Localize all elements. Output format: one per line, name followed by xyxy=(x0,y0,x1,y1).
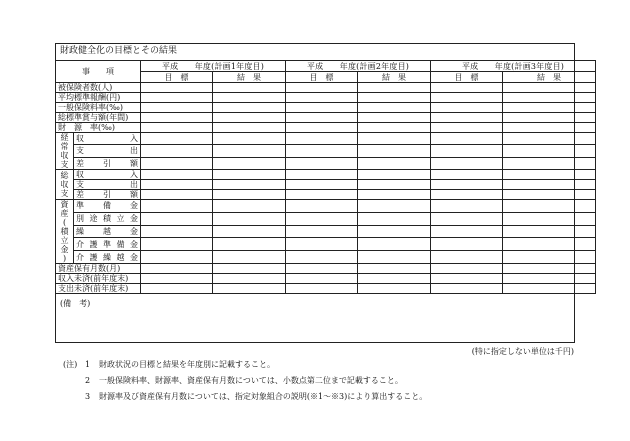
row-label: 平均標準報酬(円) xyxy=(56,93,141,103)
entry-cell xyxy=(213,103,286,113)
entry-cell xyxy=(213,251,286,264)
entry-cell xyxy=(358,123,431,133)
row-label: 支出未済(前年度末) xyxy=(56,284,141,294)
entry-cell xyxy=(503,123,596,133)
entry-cell xyxy=(503,238,596,251)
entry-cell xyxy=(213,190,286,200)
entry-cell xyxy=(431,113,503,123)
table-row xyxy=(56,170,596,180)
entry-cell xyxy=(431,238,503,251)
row-label: 差 引 額 xyxy=(74,157,141,169)
entry-cell xyxy=(503,264,596,274)
result-header: 結 果 xyxy=(503,72,596,83)
entry-cell xyxy=(286,284,358,294)
entry-cell xyxy=(358,238,431,251)
entry-cell xyxy=(213,225,286,238)
entry-cell xyxy=(141,238,213,251)
entry-cell xyxy=(503,180,596,190)
entry-cell xyxy=(213,238,286,251)
row-label: 繰 越 金 xyxy=(74,225,141,238)
row-label: 一般保険料率(‰) xyxy=(56,103,141,113)
entry-cell xyxy=(431,284,503,294)
unit-note: (特に指定しない単位は千円) xyxy=(471,347,574,356)
entry-cell xyxy=(503,284,596,294)
entry-cell xyxy=(431,212,503,225)
entry-cell xyxy=(213,113,286,123)
row-label: 財 源 率(‰) xyxy=(56,123,141,133)
table-row xyxy=(56,180,596,190)
target-header: 目 標 xyxy=(431,72,503,83)
entry-cell xyxy=(286,133,358,145)
entry-cell xyxy=(503,251,596,264)
row-label: 差 引 額 xyxy=(74,190,141,200)
row-label: 支 出 xyxy=(74,145,141,157)
entry-cell xyxy=(431,145,503,157)
table-row xyxy=(56,284,596,294)
plan-year-3-header: 平成 年度(計画3年度目) xyxy=(431,61,596,72)
entry-cell xyxy=(358,190,431,200)
table-row xyxy=(56,145,596,157)
entry-cell xyxy=(358,133,431,145)
row-label: 介護繰越金 xyxy=(74,251,141,264)
notes-label: (注) xyxy=(63,360,78,369)
entry-cell xyxy=(503,274,596,284)
entry-cell xyxy=(431,170,503,180)
entry-cell xyxy=(141,145,213,157)
row-label: 準 備 金 xyxy=(74,200,141,213)
entry-cell xyxy=(286,225,358,238)
row-label: 資産保有月数(月) xyxy=(56,264,141,274)
entry-cell xyxy=(431,83,503,93)
entry-cell xyxy=(286,212,358,225)
note-item xyxy=(63,373,427,389)
entry-cell xyxy=(503,225,596,238)
entry-cell xyxy=(141,200,213,213)
entry-cell xyxy=(431,180,503,190)
assets-group-label: 資 産 ( 積 立 金 ) xyxy=(56,200,74,264)
entry-cell xyxy=(503,200,596,213)
entry-cell xyxy=(358,200,431,213)
entry-cell xyxy=(141,212,213,225)
note-item xyxy=(63,389,427,405)
entry-cell xyxy=(358,113,431,123)
note-item xyxy=(63,357,427,373)
row-label: 介護準備金 xyxy=(74,238,141,251)
note-number: 3 xyxy=(85,392,91,401)
entry-cell xyxy=(213,284,286,294)
entry-cell xyxy=(286,251,358,264)
remarks-label: (備 考) xyxy=(60,299,91,308)
row-label: 収 入 xyxy=(74,170,141,180)
entry-cell xyxy=(213,274,286,284)
table-row xyxy=(56,264,596,274)
entry-cell xyxy=(286,200,358,213)
entry-cell xyxy=(358,93,431,103)
table-row xyxy=(56,93,596,103)
table-row xyxy=(56,212,596,225)
entry-cell xyxy=(358,284,431,294)
entry-cell xyxy=(358,264,431,274)
entry-cell xyxy=(213,93,286,103)
table-row xyxy=(56,190,596,200)
plan-year-1-header: 平成 年度(計画1年度目) xyxy=(141,61,286,72)
entry-cell xyxy=(213,264,286,274)
entry-cell xyxy=(141,83,213,93)
table-row xyxy=(56,103,596,113)
row-label: 別途積立金 xyxy=(74,212,141,225)
entry-cell xyxy=(358,212,431,225)
entry-cell xyxy=(286,93,358,103)
entry-cell xyxy=(431,264,503,274)
entry-cell xyxy=(358,251,431,264)
entry-cell xyxy=(358,274,431,284)
entry-cell xyxy=(286,170,358,180)
entry-cell xyxy=(431,103,503,113)
table-row xyxy=(56,157,596,169)
row-label: 収入未済(前年度末) xyxy=(56,274,141,284)
entry-cell xyxy=(431,200,503,213)
note-text: 財政状況の目標と結果を年度別に記載すること。 xyxy=(99,360,275,369)
entry-cell xyxy=(286,145,358,157)
entry-cell xyxy=(358,225,431,238)
entry-cell xyxy=(213,200,286,213)
entry-cell xyxy=(358,180,431,190)
entry-cell xyxy=(286,264,358,274)
plan-year-2-header: 平成 年度(計画2年度目) xyxy=(286,61,431,72)
table-row xyxy=(56,200,596,213)
entry-cell xyxy=(213,145,286,157)
fiscal-table xyxy=(55,60,596,294)
entry-cell xyxy=(286,113,358,123)
table-row xyxy=(56,274,596,284)
entry-cell xyxy=(286,190,358,200)
target-header: 目 標 xyxy=(286,72,358,83)
entry-cell xyxy=(431,274,503,284)
entry-cell xyxy=(431,251,503,264)
form-title: 財政健全化の目標とその結果 xyxy=(60,46,178,56)
remarks-box xyxy=(55,296,575,343)
note-number: 1 xyxy=(85,360,91,369)
entry-cell xyxy=(141,274,213,284)
entry-cell xyxy=(141,180,213,190)
entry-cell xyxy=(286,238,358,251)
entry-cell xyxy=(141,123,213,133)
notes-section xyxy=(63,357,427,405)
note-text: 一般保険料率、財源率、資産保有月数については、小数点第二位まで記載すること。 xyxy=(99,376,403,385)
entry-cell xyxy=(286,274,358,284)
entry-cell xyxy=(141,170,213,180)
entry-cell xyxy=(141,93,213,103)
entry-cell xyxy=(141,157,213,169)
entry-cell xyxy=(213,170,286,180)
row-label: 総標準賞与額(年間) xyxy=(56,113,141,123)
entry-cell xyxy=(141,251,213,264)
entry-cell xyxy=(431,190,503,200)
ordinary-balance-group-label: 経 常 収 支 xyxy=(56,133,74,170)
entry-cell xyxy=(431,123,503,133)
table-row xyxy=(56,225,596,238)
entry-cell xyxy=(503,145,596,157)
table-row xyxy=(56,251,596,264)
result-header: 結 果 xyxy=(358,72,431,83)
entry-cell xyxy=(431,133,503,145)
entry-cell xyxy=(431,157,503,169)
row-label: 被保険者数(人) xyxy=(56,83,141,93)
entry-cell xyxy=(503,170,596,180)
entry-cell xyxy=(213,83,286,93)
entry-cell xyxy=(503,133,596,145)
entry-cell xyxy=(503,83,596,93)
entry-cell xyxy=(213,133,286,145)
row-label: 収 入 xyxy=(74,133,141,145)
entry-cell xyxy=(213,212,286,225)
table-row xyxy=(56,83,596,93)
entry-cell xyxy=(141,190,213,200)
row-label: 支 出 xyxy=(74,180,141,190)
total-balance-group-label: 総 収 支 xyxy=(56,170,74,200)
entry-cell xyxy=(141,113,213,123)
entry-cell xyxy=(503,113,596,123)
table-row xyxy=(56,123,596,133)
result-header: 結 果 xyxy=(213,72,286,83)
entry-cell xyxy=(503,190,596,200)
table-row xyxy=(56,238,596,251)
entry-cell xyxy=(286,83,358,93)
entry-cell xyxy=(141,225,213,238)
entry-cell xyxy=(503,103,596,113)
note-text: 財源率及び資産保有月数については、指定対象組合の説明(※1～※3)により算出すること。 xyxy=(99,392,428,401)
entry-cell xyxy=(503,93,596,103)
note-number: 2 xyxy=(85,376,91,385)
entry-cell xyxy=(431,225,503,238)
entry-cell xyxy=(213,180,286,190)
entry-cell xyxy=(286,103,358,113)
entry-cell xyxy=(358,157,431,169)
entry-cell xyxy=(141,133,213,145)
entry-cell xyxy=(358,170,431,180)
item-header: 事 項 xyxy=(56,61,141,83)
entry-cell xyxy=(358,103,431,113)
entry-cell xyxy=(503,212,596,225)
entry-cell xyxy=(358,83,431,93)
table-row xyxy=(56,113,596,123)
entry-cell xyxy=(286,123,358,133)
entry-cell xyxy=(213,157,286,169)
entry-cell xyxy=(358,145,431,157)
target-header: 目 標 xyxy=(141,72,213,83)
entry-cell xyxy=(286,180,358,190)
entry-cell xyxy=(431,93,503,103)
table-row xyxy=(56,133,596,145)
entry-cell xyxy=(141,103,213,113)
entry-cell xyxy=(141,264,213,274)
entry-cell xyxy=(286,157,358,169)
entry-cell xyxy=(503,157,596,169)
entry-cell xyxy=(141,284,213,294)
entry-cell xyxy=(213,123,286,133)
